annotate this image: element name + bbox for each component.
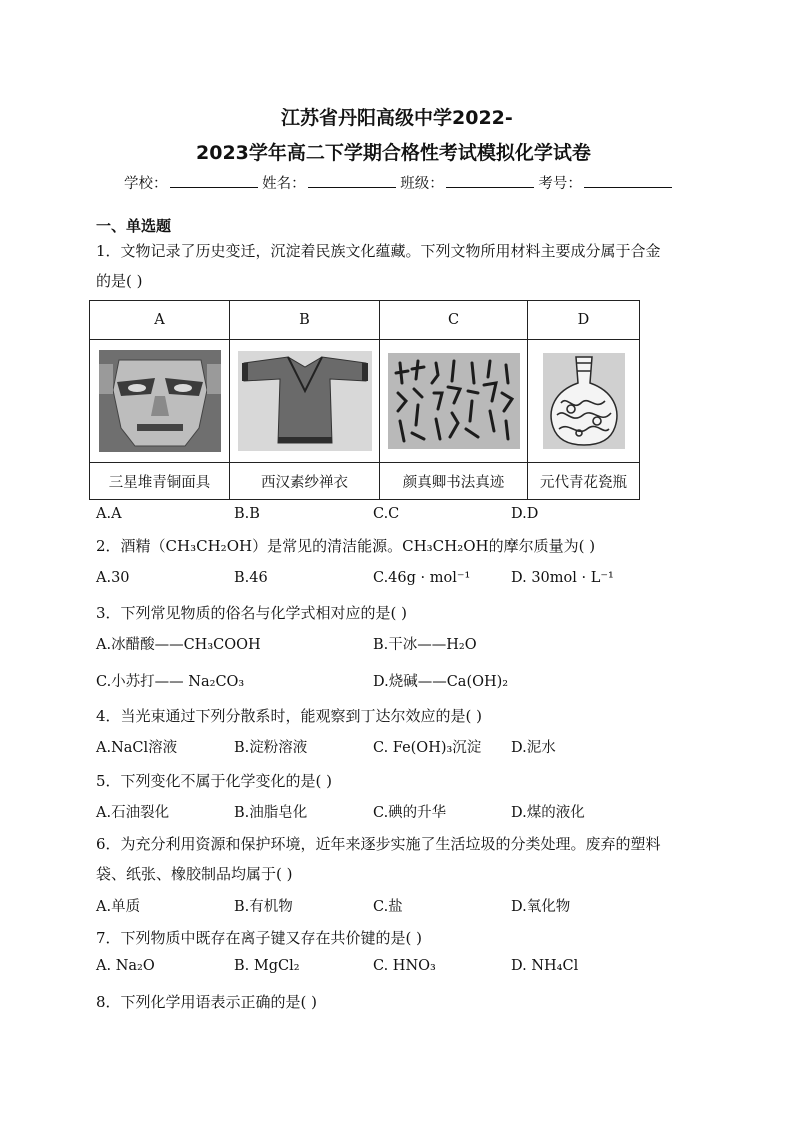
question-2-stem xyxy=(96,535,595,556)
calligraphy-image xyxy=(388,353,520,449)
q5-option-b[interactable]: B.油脂皂化 xyxy=(234,805,308,821)
q6-option-b[interactable]: B.有机物 xyxy=(234,899,293,915)
relic-header-a: A xyxy=(90,301,230,340)
question-5-stem: 5．下列变化不属于化学变化的是( ) xyxy=(96,772,333,790)
q2-stem-part-a: 2．酒精（ xyxy=(96,537,166,555)
q6-option-c[interactable]: C.盐 xyxy=(373,899,403,915)
relic-header-b: B xyxy=(230,301,380,340)
q3-option-c[interactable]: C.小苏打—— Na₂CO₃ xyxy=(96,674,245,690)
question-8-stem: 8．下列化学用语表示正确的是( ) xyxy=(96,993,318,1011)
relic-header-c: C xyxy=(380,301,528,340)
q7-option-a[interactable]: A. Na₂O xyxy=(96,958,155,974)
school-blank[interactable] xyxy=(170,175,258,188)
q1-option-c[interactable]: C.C xyxy=(373,506,400,522)
relic-caption-b: 西汉素纱禅衣 xyxy=(230,463,380,500)
q4-option-a[interactable]: A.NaCl溶液 xyxy=(96,740,178,756)
question-1-line-2: 的是( ) xyxy=(96,272,143,290)
class-blank[interactable] xyxy=(446,175,534,188)
question-4-stem: 4．当光束通过下列分散系时，能观察到丁达尔效应的是( ) xyxy=(96,707,483,725)
q6-option-a[interactable]: A.单质 xyxy=(96,899,141,915)
q2-option-b[interactable]: B.46 xyxy=(234,570,268,586)
q7-option-c[interactable]: C. HNO₃ xyxy=(373,958,436,974)
q2-formula-1: CH₃CH₂OH xyxy=(165,537,253,555)
name-blank[interactable] xyxy=(308,175,396,188)
q1-option-a[interactable]: A.A xyxy=(96,506,122,522)
q7-option-b[interactable]: B. MgCl₂ xyxy=(234,958,300,974)
class-label: 班级： xyxy=(400,176,444,192)
relic-image-cell-a xyxy=(90,340,230,463)
question-6-line-2: 袋、纸张、橡胶制品均属于( ) xyxy=(96,865,293,883)
relic-image-cell-b xyxy=(230,340,380,463)
relic-caption-d: 元代青花瓷瓶 xyxy=(528,463,640,500)
relic-image-cell-d xyxy=(528,340,640,463)
q3-option-d[interactable]: D.烧碱——Ca(OH)₂ xyxy=(373,674,509,690)
q4-option-b[interactable]: B.淀粉溶液 xyxy=(234,740,308,756)
q1-option-b[interactable]: B.B xyxy=(234,506,260,522)
q4-option-c[interactable]: C. Fe(OH)₃沉淀 xyxy=(373,740,482,756)
q2-option-c[interactable]: C.46g · mol⁻¹ xyxy=(373,570,471,586)
q3-option-a[interactable]: A.冰醋酸——CH₃COOH xyxy=(96,637,261,653)
title-line-1: 江苏省丹阳高级中学2022- xyxy=(281,107,513,129)
question-1-line-1: 1．文物记录了历史变迁，沉淀着民族文化蕴藏。下列文物所用材料主要成分属于合金 xyxy=(96,242,661,260)
q7-option-d[interactable]: D. NH₄Cl xyxy=(511,958,579,974)
q2-stem-part-c: 的摩尔质量为( ) xyxy=(488,537,596,555)
number-label: 考号： xyxy=(538,176,582,192)
question-7-stem: 7．下列物质中既存在离子键又存在共价键的是( ) xyxy=(96,929,423,947)
q5-option-a[interactable]: A.石油裂化 xyxy=(96,805,170,821)
q3-option-b[interactable]: B.干冰——H₂O xyxy=(373,637,477,653)
relic-header-d: D xyxy=(528,301,640,340)
school-label: 学校： xyxy=(124,176,168,192)
relic-caption-a: 三星堆青铜面具 xyxy=(90,463,230,500)
q2-formula-2: CH₃CH₂OH xyxy=(402,537,489,555)
student-info-row xyxy=(124,172,672,193)
porcelain-vase-image xyxy=(543,353,625,449)
bronze-mask-image xyxy=(99,350,221,452)
silk-robe-image xyxy=(238,351,372,451)
relic-image-cell-c xyxy=(380,340,528,463)
q2-stem-part-b: ）是常见的清洁能源。 xyxy=(252,537,403,555)
q5-option-c[interactable]: C.碘的升华 xyxy=(373,805,447,821)
q1-option-d[interactable]: D.D xyxy=(511,506,539,522)
q6-option-d[interactable]: D.氧化物 xyxy=(511,899,571,915)
relic-caption-c: 颜真卿书法真迹 xyxy=(380,463,528,500)
relics-table xyxy=(89,300,640,500)
q2-option-d[interactable]: D. 30mol · L⁻¹ xyxy=(511,570,614,586)
number-blank[interactable] xyxy=(584,175,672,188)
name-label: 姓名： xyxy=(262,176,306,192)
q5-option-d[interactable]: D.煤的液化 xyxy=(511,805,585,821)
question-6-line-1: 6．为充分利用资源和保护环境，近年来逐步实施了生活垃圾的分类处理。废弃的塑料 xyxy=(96,835,661,853)
q4-option-d[interactable]: D.泥水 xyxy=(511,740,556,756)
q2-option-a[interactable]: A.30 xyxy=(96,570,130,586)
section-heading: 一、单选题 xyxy=(96,217,172,235)
title-line-2: 2023学年高二下学期合格性考试模拟化学试卷 xyxy=(196,142,591,164)
question-3-stem: 3．下列常见物质的俗名与化学式相对应的是( ) xyxy=(96,604,408,622)
